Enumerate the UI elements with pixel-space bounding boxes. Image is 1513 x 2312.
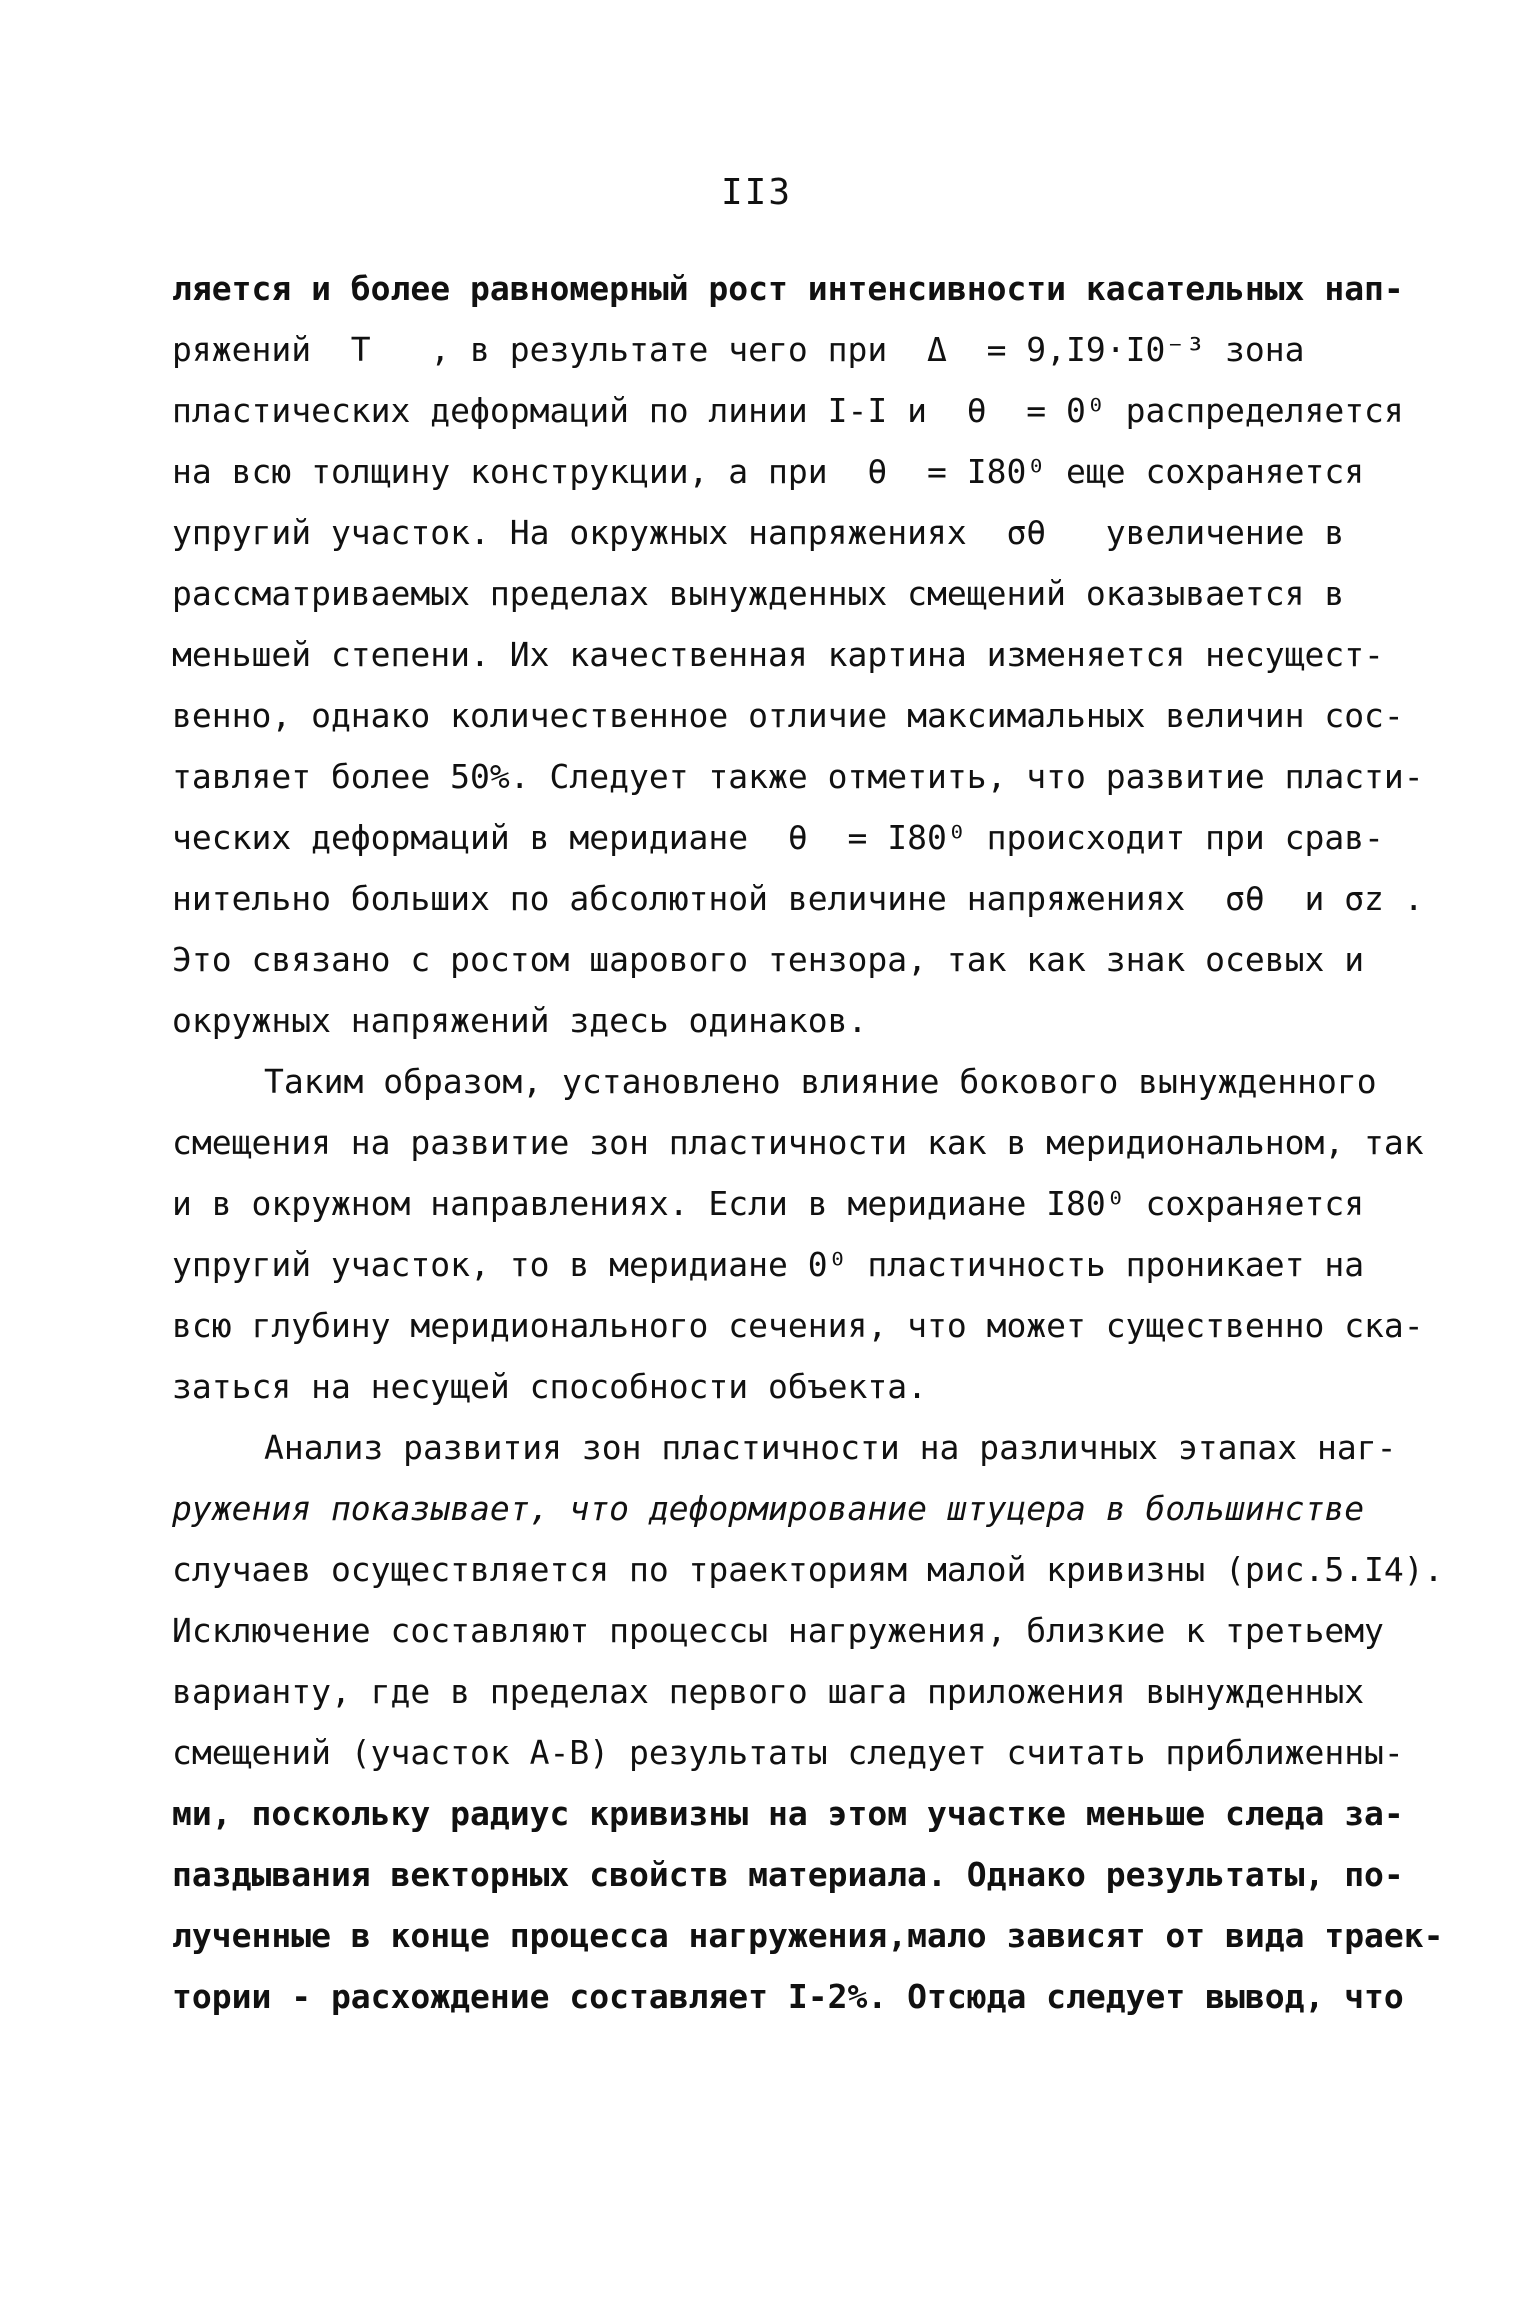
text-line: и в окружном направлениях. Если в меридиане I80⁰ сохраняется	[172, 1184, 1365, 1223]
text-line: Таким образом, установлено влияние бокового вынужденного	[264, 1062, 1377, 1101]
text-line: заться на несущей способности объекта.	[172, 1367, 927, 1406]
paragraph-2	[172, 1051, 1424, 1417]
text-line: на всю толщину конструкции, а при θ = I80⁰ еще сохраняется	[172, 452, 1365, 491]
text-line: паздывания векторных свойств материала. Однако результаты, по-	[172, 1855, 1404, 1894]
text-line: тории - расхождение составляет I-2%. Отсюда следует вывод, что	[172, 1977, 1404, 2016]
text-line: упругий участок, то в меридиане 0⁰ пластичность проникает на	[172, 1245, 1365, 1284]
text-line: окружных напряжений здесь одинаков.	[172, 1001, 868, 1040]
text-line: упругий участок. На окружных напряжениях σθ увеличение в	[172, 513, 1345, 552]
text-line: случаев осуществляется по траекториям малой кривизны (рис.5.I4).	[172, 1550, 1444, 1589]
text-line: ляется и более равномерный рост интенсивности касательных нап-	[172, 269, 1404, 308]
text-line: варианту, где в пределах первого шага приложения вынужденных	[172, 1672, 1365, 1711]
paragraph-3	[172, 1417, 1444, 2027]
text-line: смещения на развитие зон пластичности как в меридиональном, так	[172, 1123, 1424, 1162]
text-line: Анализ развития зон пластичности на различных этапах наг-	[264, 1428, 1397, 1467]
body-text	[172, 258, 1444, 2027]
text-line: пластических деформаций по линии I-I и θ = 0⁰ распределяется	[172, 391, 1404, 430]
text-line: Это связано с ростом шарового тензора, так как знак осевых и	[172, 940, 1365, 979]
text-line: Исключение составляют процессы нагружения, близкие к третьему	[172, 1611, 1384, 1650]
text-line: ми, поскольку радиус кривизны на этом участке меньше следа за-	[172, 1794, 1404, 1833]
text-line: венно, однако количественное отличие максимальных величин сос-	[172, 696, 1404, 735]
text-line: ряжений T , в результате чего при Δ = 9,I9·I0⁻³ зона	[172, 330, 1305, 369]
text-line: меньшей степени. Их качественная картина изменяется несущест-	[172, 635, 1384, 674]
text-line: нительно больших по абсолютной величине напряжениях σθ и σz .	[172, 879, 1424, 918]
text-line: тавляет более 50%. Следует также отметить, что развитие пласти-	[172, 757, 1424, 796]
text-line: всю глубину меридионального сечения, что может существенно ска-	[172, 1306, 1424, 1345]
text-line: смещений (участок А-В) результаты следует считать приближенны-	[172, 1733, 1404, 1772]
text-line: ческих деформаций в меридиане θ = I80⁰ происходит при срав-	[172, 818, 1384, 857]
text-line: рассматриваемых пределах вынужденных смещений оказывается в	[172, 574, 1345, 613]
page-number: II3	[720, 172, 793, 213]
text-line: лученные в конце процесса нагружения,мало зависят от вида траек-	[172, 1916, 1444, 1955]
text-line: ружения показывает, что деформирование штуцера в большинстве	[172, 1489, 1365, 1528]
paragraph-1	[172, 258, 1424, 1051]
